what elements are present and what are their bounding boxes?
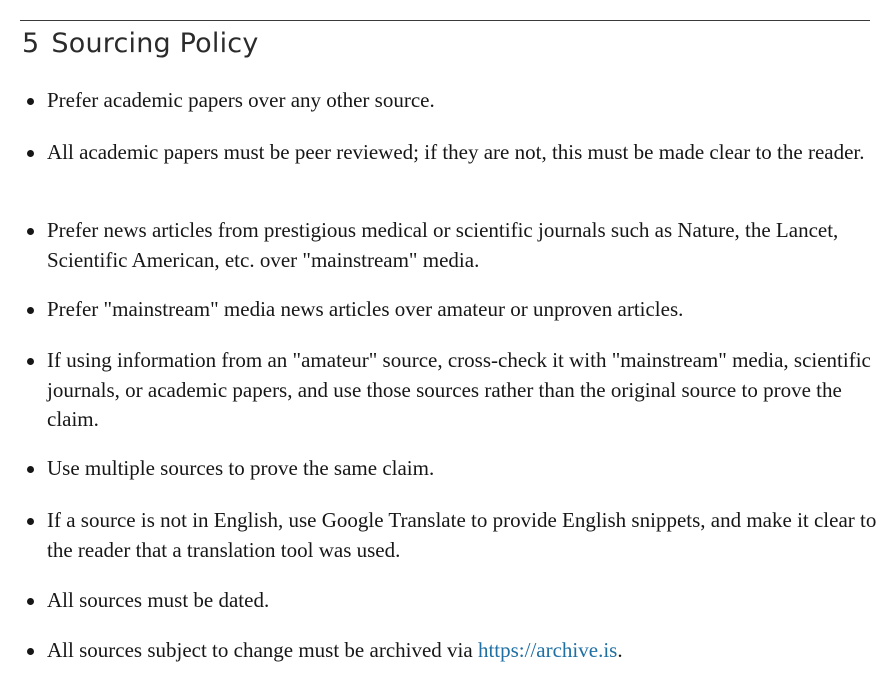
list-item-text: If a source is not in English, use Google Translate to provide English snippets, and make it clear to the reader that a translation tool was used.: [47, 508, 877, 562]
section-number: 5: [22, 28, 40, 59]
archive-link[interactable]: https://archive.is: [477, 638, 618, 662]
bullet-icon: [27, 307, 34, 314]
section-heading: [22, 26, 259, 62]
list-item-text: Prefer news articles from prestigious medical or scientific journals such as Nature, the Lancet, Scientific American, etc. over "mainstream" media.: [47, 218, 839, 272]
list-item-text-before-link: All sources subject to change must be archived via: [47, 638, 478, 662]
bullet-icon: [27, 518, 34, 525]
bullet-icon: [27, 648, 34, 655]
section-title: Sourcing Policy: [51, 28, 259, 59]
list-item-text: If using information from an "amateur" source, cross-check it with "mainstream" media, scientific journals, or academic papers, and use those sources rather than the original source to prove the claim.: [47, 348, 871, 431]
bullet-icon: [27, 98, 34, 105]
bullet-icon: [27, 150, 34, 157]
list-item-text: All academic papers must be peer reviewed; if they are not, this must be made clear to the reader.: [47, 140, 865, 164]
list-item-text: [47, 636, 877, 666]
bullet-icon: [27, 598, 34, 605]
bullet-icon: [27, 466, 34, 473]
list-item-text-after-link: .: [617, 638, 623, 662]
bullet-icon: [27, 228, 34, 235]
section-top-rule: [20, 20, 870, 21]
list-item-text: Use multiple sources to prove the same claim.: [47, 456, 435, 480]
list-item-text: Prefer academic papers over any other source.: [47, 88, 435, 112]
list-item-text: Prefer "mainstream" media news articles over amateur or unproven articles.: [47, 297, 684, 321]
list-item-text: All sources must be dated.: [47, 588, 270, 612]
bullet-icon: [27, 358, 34, 365]
